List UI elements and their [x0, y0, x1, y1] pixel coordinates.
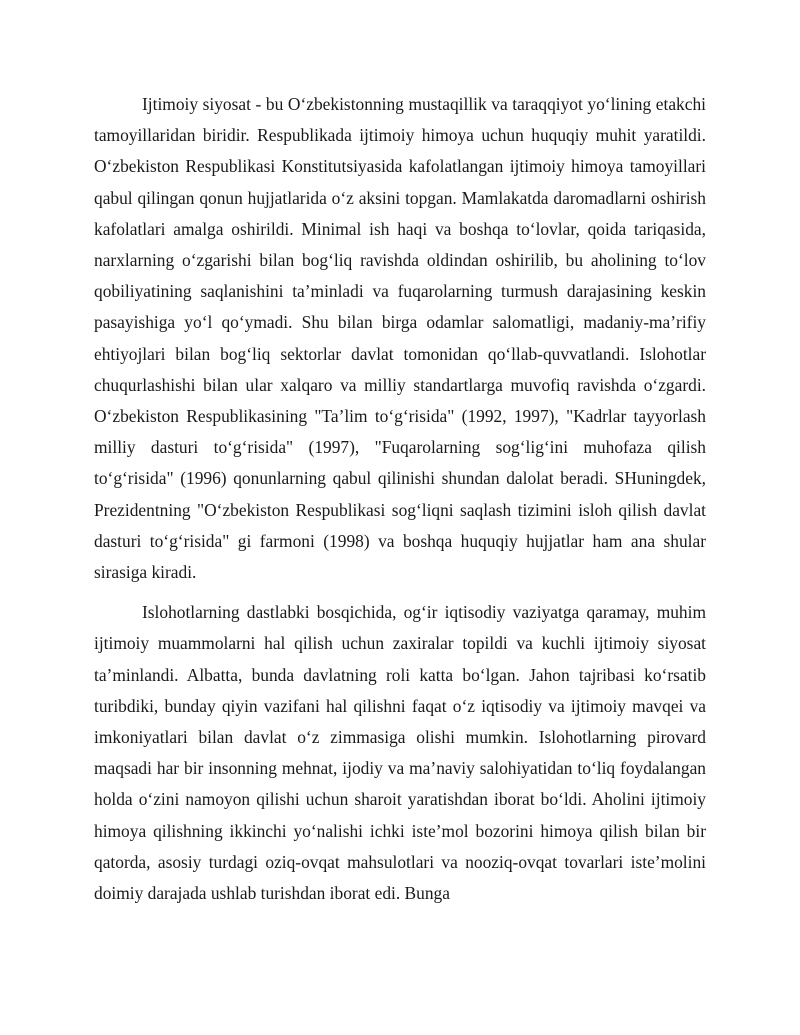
- paragraph-1: Ijtimoiy siyosat - bu O‘zbekistonning mustaqillik va taraqqiyot yo‘lining etakchi tamoyillaridan biridir. Respublikada ijtimoiy himoya uchun huquqiy muhit yaratildi. O‘zbekiston Respublikasi Konstitutsiyasida kafolatlangan ijtimoiy himoya tamoyillari qabul qilingan qonun hujjatlarida o‘z aksini topgan. Mamlakatda daromadlarni oshirish kafolatlari amalga oshirildi. Minimal ish haqi va boshqa to‘lovlar, qoida tariqasida, narxlarning o‘zgarishi bilan bog‘liq ravishda oldindan oshirilib, bu aholining to‘lov qobiliyatining saqlanishini ta’minladi va fuqarolarning turmush darajasining keskin pasayishiga yo‘l qo‘ymadi. Shu bilan birga odamlar salomatligi, madaniy-ma’rifiy ehtiyojlari bilan bog‘liq sektorlar davlat tomonidan qo‘llab-quvvatlandi. Islohotlar chuqurlashishi bilan ular xalqaro va milliy standartlarga muvofiq ravishda o‘zgardi. O‘zbekiston Respublikasining "Ta’lim to‘g‘risida" (1992, 1997), "Kadrlar tayyorlash milliy dasturi to‘g‘risida" (1997), "Fuqarolarning sog‘lig‘ini muhofaza qilish to‘g‘risida" (1996) qonunlarning qabul qilinishi shundan dalolat beradi. SHuningdek, Prezidentning "O‘zbekiston Respublikasi sog‘liqni saqlash tizimini isloh qilish davlat dasturi to‘g‘risida" gi farmoni (1998) va boshqa huquqiy hujjatlar ham ana shular sirasiga kiradi.: [94, 94, 706, 583]
- document-page: [94, 89, 706, 909]
- paragraph-2: Islohotlarning dastlabki bosqichida, og‘ir iqtisodiy vaziyatga qaramay, muhim ijtimoiy muammolarni hal qilish uchun zaxiralar topildi va kuchli ijtimoiy siyosat ta’minlandi. Albatta, bunda davlatning roli katta bo‘lgan. Jahon tajribasi ko‘rsatib turibdiki, bunday qiyin vazifani hal qilishni faqat o‘z iqtisodiy va ijtimoiy mavqei va imkoniyatlari bilan davlat o‘z zimmasiga olishi mumkin. Islohotlarning pirovard maqsadi har bir insonning mehnat, ijodiy va ma’naviy salohiyatidan to‘liq foydalangan holda o‘zini namoyon qilishi uchun sharoit yaratishdan iborat bo‘ldi. Aholini ijtimoiy himoya qilishning ikkinchi yo‘nalishi ichki iste’mol bozorini himoya qilish bilan bir qatorda, asosiy turdagi oziq-ovqat mahsulotlari va nooziq-ovqat tovarlari iste’molini doimiy darajada ushlab turishdan iborat edi. Bunga: [94, 602, 706, 904]
